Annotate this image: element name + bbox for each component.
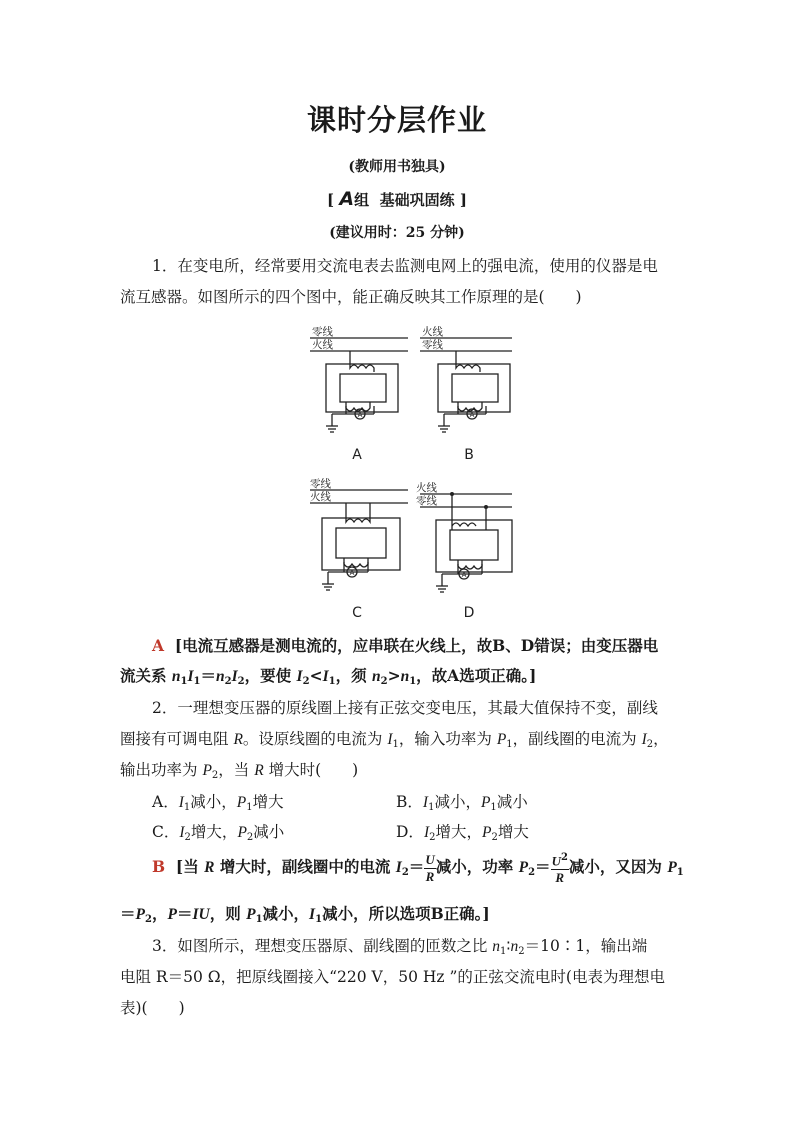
diagram-label-b: B (464, 447, 474, 463)
ammeter-b: A (469, 411, 475, 419)
page-title: 课时分层作业 (306, 103, 487, 137)
diagram-label-a: A (352, 447, 362, 463)
q1-answer-key: A (152, 636, 165, 655)
diagram-b (420, 338, 512, 432)
fraction-u-over-r: $\frac{U}{R}$ (425, 851, 435, 884)
diagram-b-wire-top: 火线 (422, 326, 443, 338)
diagram-d-wire-bottom: 零线 (416, 495, 437, 507)
q3-line3: 表)( ) (120, 999, 185, 1017)
group-name: 基础巩固练 (379, 191, 455, 209)
q2-answer-key: B (152, 857, 166, 877)
group-label: 组 (354, 191, 370, 209)
teacher-note: (教师用书独具) (348, 159, 446, 175)
q1-figure (290, 320, 520, 630)
diagram-a-wire-bottom: 火线 (312, 339, 333, 351)
diagram-c (310, 490, 408, 590)
diagram-b-wire-bottom: 零线 (422, 339, 443, 351)
q3-line1: 3．如图所示，理想变压器原、副线圈的匝数之比 $n_1∶n_2=10∶1$，输出端 (152, 937, 648, 957)
ammeter-c: A (349, 569, 355, 577)
q1-line1: 1．在变电所，经常要用交流电表去监测电网上的强电流，使用的仪器是电 (152, 257, 658, 275)
diagram-a-wire-top: 零线 (312, 326, 333, 338)
fraction-u2-over-r: $\frac{U^2}{R}$ (551, 852, 568, 886)
q1-answer-line2: 流关系 $n_1I_1=n_2I_2$，要使 $I_2<I_1$，须 $n_2>n_1$，故A选项正确。] (120, 666, 537, 687)
q2-option-a[interactable]: A．$I_1$减小，$P_1$增大 (152, 793, 284, 813)
bracket-close: ] (459, 191, 467, 209)
q2-answer-line1: B [当 R 增大时，副线圈中的电流 $I_2=$ $\frac{U}{R}$ 减小，功率 $P_2=$ $\frac{U^2}{R}$ 减小，又因为 $P_1$ (152, 851, 684, 886)
q1-answer-line1 (152, 634, 658, 656)
q2-answer-line2: $=P_2$，P＝IU，则 $P_1$减小，$I_1$减小，所以选项B正确。] (120, 904, 490, 925)
ammeter-a: A (357, 411, 363, 419)
q2-option-d[interactable]: D．$I_2$增大，$P_2$增大 (396, 823, 529, 843)
q2-line1: 2．一理想变压器的原线圈上接有正弦交变电压，其最大值保持不变，副线 (152, 699, 658, 717)
group-letter: A (339, 188, 355, 210)
q1-line2: 流互感器。如图所示的四个图中，能正确反映其工作原理的是( ) (120, 288, 582, 306)
diagram-d-wire-top: 火线 (416, 482, 437, 494)
q2-line3: 输出功率为 $P_2$，当 R 增大时( ) (120, 761, 359, 781)
diagram-c-wire-bottom: 火线 (310, 491, 331, 503)
ammeter-d: A (461, 571, 467, 579)
q2-option-b[interactable]: B．$I_1$减小，$P_1$减小 (396, 793, 528, 813)
group-heading (0, 188, 794, 210)
time-advice: (建议用时：25 分钟) (329, 225, 465, 241)
bracket-open: [ (327, 191, 335, 209)
diagram-label-d: D (463, 605, 475, 621)
diagram-label-c: C (352, 605, 362, 621)
diagram-c-wire-top: 零线 (310, 478, 331, 490)
q1-explain1: [电流互感器是测电流的，应串联在火线上，故B、D错误；由变压器电 (174, 636, 659, 655)
q3-line2: 电阻 R＝50 Ω，把原线圈接入“220 V，50 Hz ”的正弦交流电时(电表为理想电 (120, 968, 665, 986)
q2-option-c[interactable]: C．$I_2$增大，$P_2$减小 (152, 823, 285, 843)
q2-line2: 圈接有可调电阻 R。设原线圈的电流为 $I_1$，输入功率为 $P_1$，副线圈的电流为 $I_2$， (120, 730, 669, 750)
